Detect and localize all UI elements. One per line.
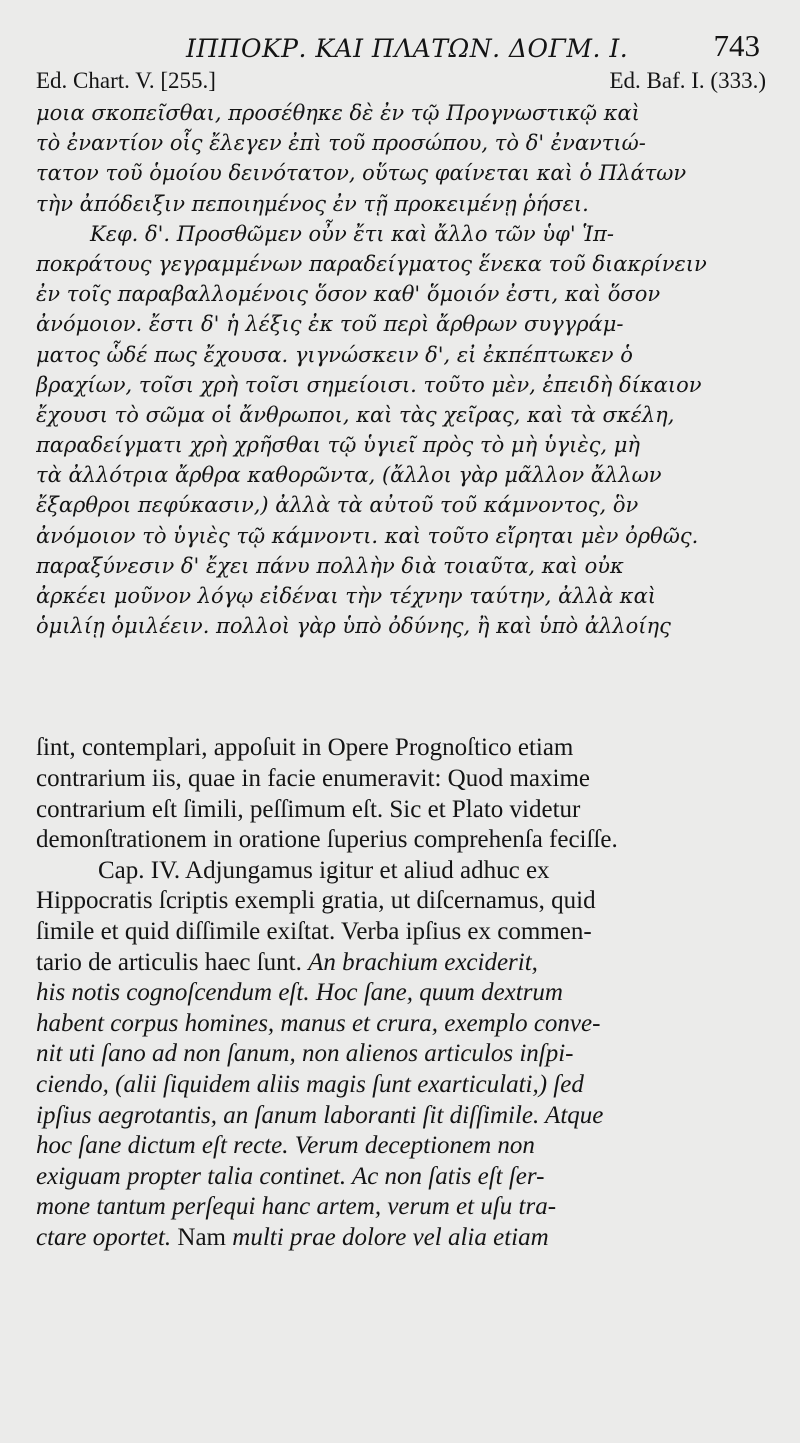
edition-chart-reference: Ed. Chart. V. [255.]	[36, 68, 216, 93]
greek-line: ἐν τοῖς παραβαλλομένοις ὅσον καθ' ὅμοιόν ἐστι, καὶ ὅσον	[36, 282, 661, 307]
latin-quotation-line: nit uti ſano ad non ſanum, non alienos articulos inſpi-	[36, 1040, 574, 1068]
greek-line: παραξύνεσιν δ' ἔχει πάνυ πολλὴν διὰ τοιαῦτα, καὶ οὐκ	[36, 553, 624, 578]
greek-line: ἀρκέει μοῦνον λόγῳ εἰδέναι τὴν τέχνην ταύτην, ἀλλὰ καὶ	[36, 584, 656, 608]
greek-line: ἀνόμοιον τὸ ὑγιὲς τῷ κάμνοντι. καὶ τοῦτο εἴρηται μὲν ὀρθῶς.	[36, 523, 699, 548]
greek-line: ἔξαρθροι πεφύκασιν,) ἀλλὰ τὰ αὐτοῦ τοῦ κάμνοντος, ὃν	[36, 493, 639, 518]
latin-quotation: An brachium exciderit,	[308, 948, 538, 976]
greek-line: ποκράτους γεγραμμένων παραδείγματος ἕνεκα τοῦ διακρίνειν	[36, 251, 707, 276]
greek-line: παραδείγματι χρὴ χρῆσθαι τῷ ὑγιεῖ πρὸς τὸ μὴ ὑγιὲς, μὴ	[36, 433, 640, 458]
latin-quotation-line: hoc ſane dictum eſt recte. Verum deceptionem non	[36, 1132, 535, 1160]
column-gap	[36, 641, 766, 733]
greek-line: μοια σκοπεῖσθαι, προσέθηκε δὲ ἐν τῷ Προγνωστικῷ καὶ	[36, 101, 640, 125]
latin-line: ſint, contemplari, appoſuit in Opere Prognoſtico etiam	[36, 734, 574, 762]
greek-line: τατον τοῦ ὁμοίου δεινότατον, οὕτως φαίνεται καὶ ὁ Πλάτων	[36, 161, 687, 186]
latin-quotation-line: mone tantum perſequi hanc artem, verum et uſu tra-	[36, 1193, 557, 1221]
greek-line: ματος ὧδέ πως ἔχουσα. γιγνώσκειν δ', εἰ ἐκπέπτωκεν ὁ	[36, 342, 633, 367]
page-number: 743	[713, 28, 760, 63]
latin-line: contrarium iis, quae in facie enumeravit: Quod maxime	[36, 764, 590, 792]
edition-basel-reference: Ed. Baf. I. (333.)	[609, 68, 766, 93]
greek-line: Κεφ. δ'. Προσθῶμεν οὖν ἔτι καὶ ἄλλο τῶν ὑφ' Ἱπ-	[90, 221, 614, 246]
greek-text	[36, 98, 766, 641]
latin-quotation-line: exiguam propter talia continet. Ac non ſatis eſt ſer-	[36, 1162, 545, 1190]
latin-quotation: multi prae dolore vel alia etiam	[226, 1223, 549, 1251]
latin-quotation: ctare oportet.	[36, 1223, 178, 1251]
greek-line: βραχίων, τοῖσι χρὴ τοῖσι σημείοισι. τοῦτο μὲν, ἐπειδὴ δίκαιον	[36, 372, 702, 397]
edition-references	[36, 68, 766, 98]
greek-line: τὴν ἀπόδειξιν πεποιημένος ἐν τῇ προκειμένῃ ῥήσει.	[36, 191, 589, 216]
latin-quotation-line: ipſius aegrotantis, an ſanum laboranti ſit diſſimile. Atque	[36, 1101, 604, 1129]
greek-line: ὁμιλίῃ ὁμιλέειν. πολλοὶ γὰρ ὑπὸ ὀδύνης, ἢ καὶ ὑπὸ ἀλλοίης	[36, 614, 671, 639]
latin-line: ſimile et quid diſſimile exiſtat. Verba ipſius ex commen-	[36, 917, 592, 945]
greek-line: ἀνόμοιον. ἔστι δ' ἡ λέξις ἐκ τοῦ περὶ ἄρθρων συγγράμ-	[36, 312, 624, 337]
latin-text: Nam	[177, 1223, 227, 1251]
greek-line: τὸ ἐναντίον οἷς ἔλεγεν ἐπὶ τοῦ προσώπου, τὸ δ' ἐναντιώ-	[36, 131, 646, 156]
latin-line: demonſtrationem in oratione ſuperius comprehenſa feciſſe.	[36, 826, 618, 854]
latin-line: Hippocratis ſcriptis exempli gratia, ut diſcernamus, quid	[36, 887, 596, 915]
latin-quotation-line: his notis cognoſcendum eſt. Hoc ſane, quum dextrum	[36, 979, 563, 1007]
latin-translation	[36, 733, 766, 1253]
running-title: ΙΠΠΟΚΡ. ΚΑΙ ΠΛΑΤΩΝ. ΔΟΓΜ. Ι.	[186, 34, 629, 63]
latin-line: contrarium eſt ſimili, peſſimum eſt. Sic et Plato videtur	[36, 795, 581, 823]
page-header	[36, 22, 766, 66]
latin-quotation-line: ciendo, (alii ſiquidem aliis magis ſunt exarticulati,) ſed	[36, 1070, 584, 1098]
latin-chapter-heading-line: Cap. IV. Adjungamus igitur et aliud adhuc ex	[98, 856, 550, 884]
greek-line: τὰ ἀλλότρια ἄρθρα καθορῶντα, (ἄλλοι γὰρ μᾶλλον ἄλλων	[36, 463, 662, 488]
latin-quotation-line: habent corpus homines, manus et crura, exemplo conve-	[36, 1009, 601, 1037]
latin-text: tario de articulis haec ſunt.	[36, 948, 309, 976]
greek-line: ἔχουσι τὸ σῶμα οἱ ἄνθρωποι, καὶ τὰς χεῖρας, καὶ τὰ σκέλη,	[36, 402, 675, 427]
latin-line	[36, 948, 766, 979]
latin-line	[36, 1223, 766, 1254]
